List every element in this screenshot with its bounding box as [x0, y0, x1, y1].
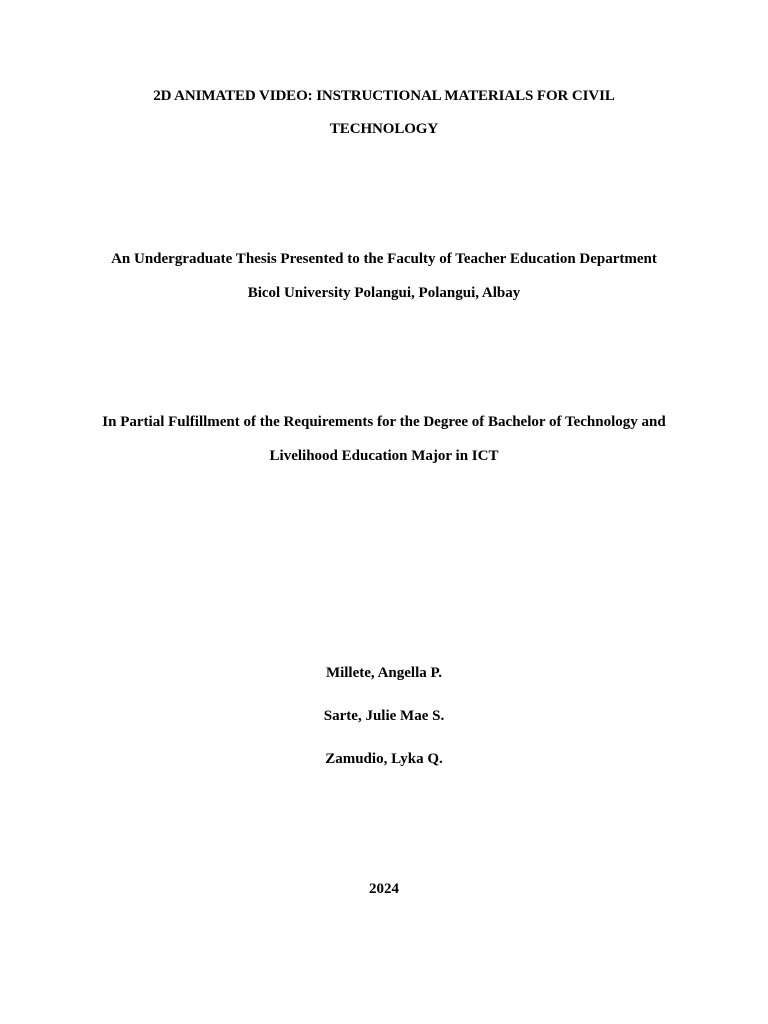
- author-name: Millete, Angella P.: [325, 665, 443, 681]
- thesis-title-line-1: 2D ANIMATED VIDEO: INSTRUCTIONAL MATERIALS FOR CIVIL: [153, 88, 615, 104]
- presentation-statement: An Undergraduate Thesis Presented to the Faculty of Teacher Education Department: [111, 251, 657, 267]
- author-name: Zamudio, Lyka Q.: [325, 751, 443, 767]
- year: 2024: [369, 881, 399, 897]
- institution: Bicol University Polangui, Polangui, Albay: [247, 285, 521, 301]
- thesis-title-line-2: TECHNOLOGY: [329, 121, 439, 137]
- fulfillment-statement-line-1: In Partial Fulfillment of the Requirements for the Degree of Bachelor of Technology and: [102, 414, 666, 430]
- author-name: Sarte, Julie Mae S.: [323, 708, 445, 724]
- fulfillment-statement-line-2: Livelihood Education Major in ICT: [269, 448, 499, 464]
